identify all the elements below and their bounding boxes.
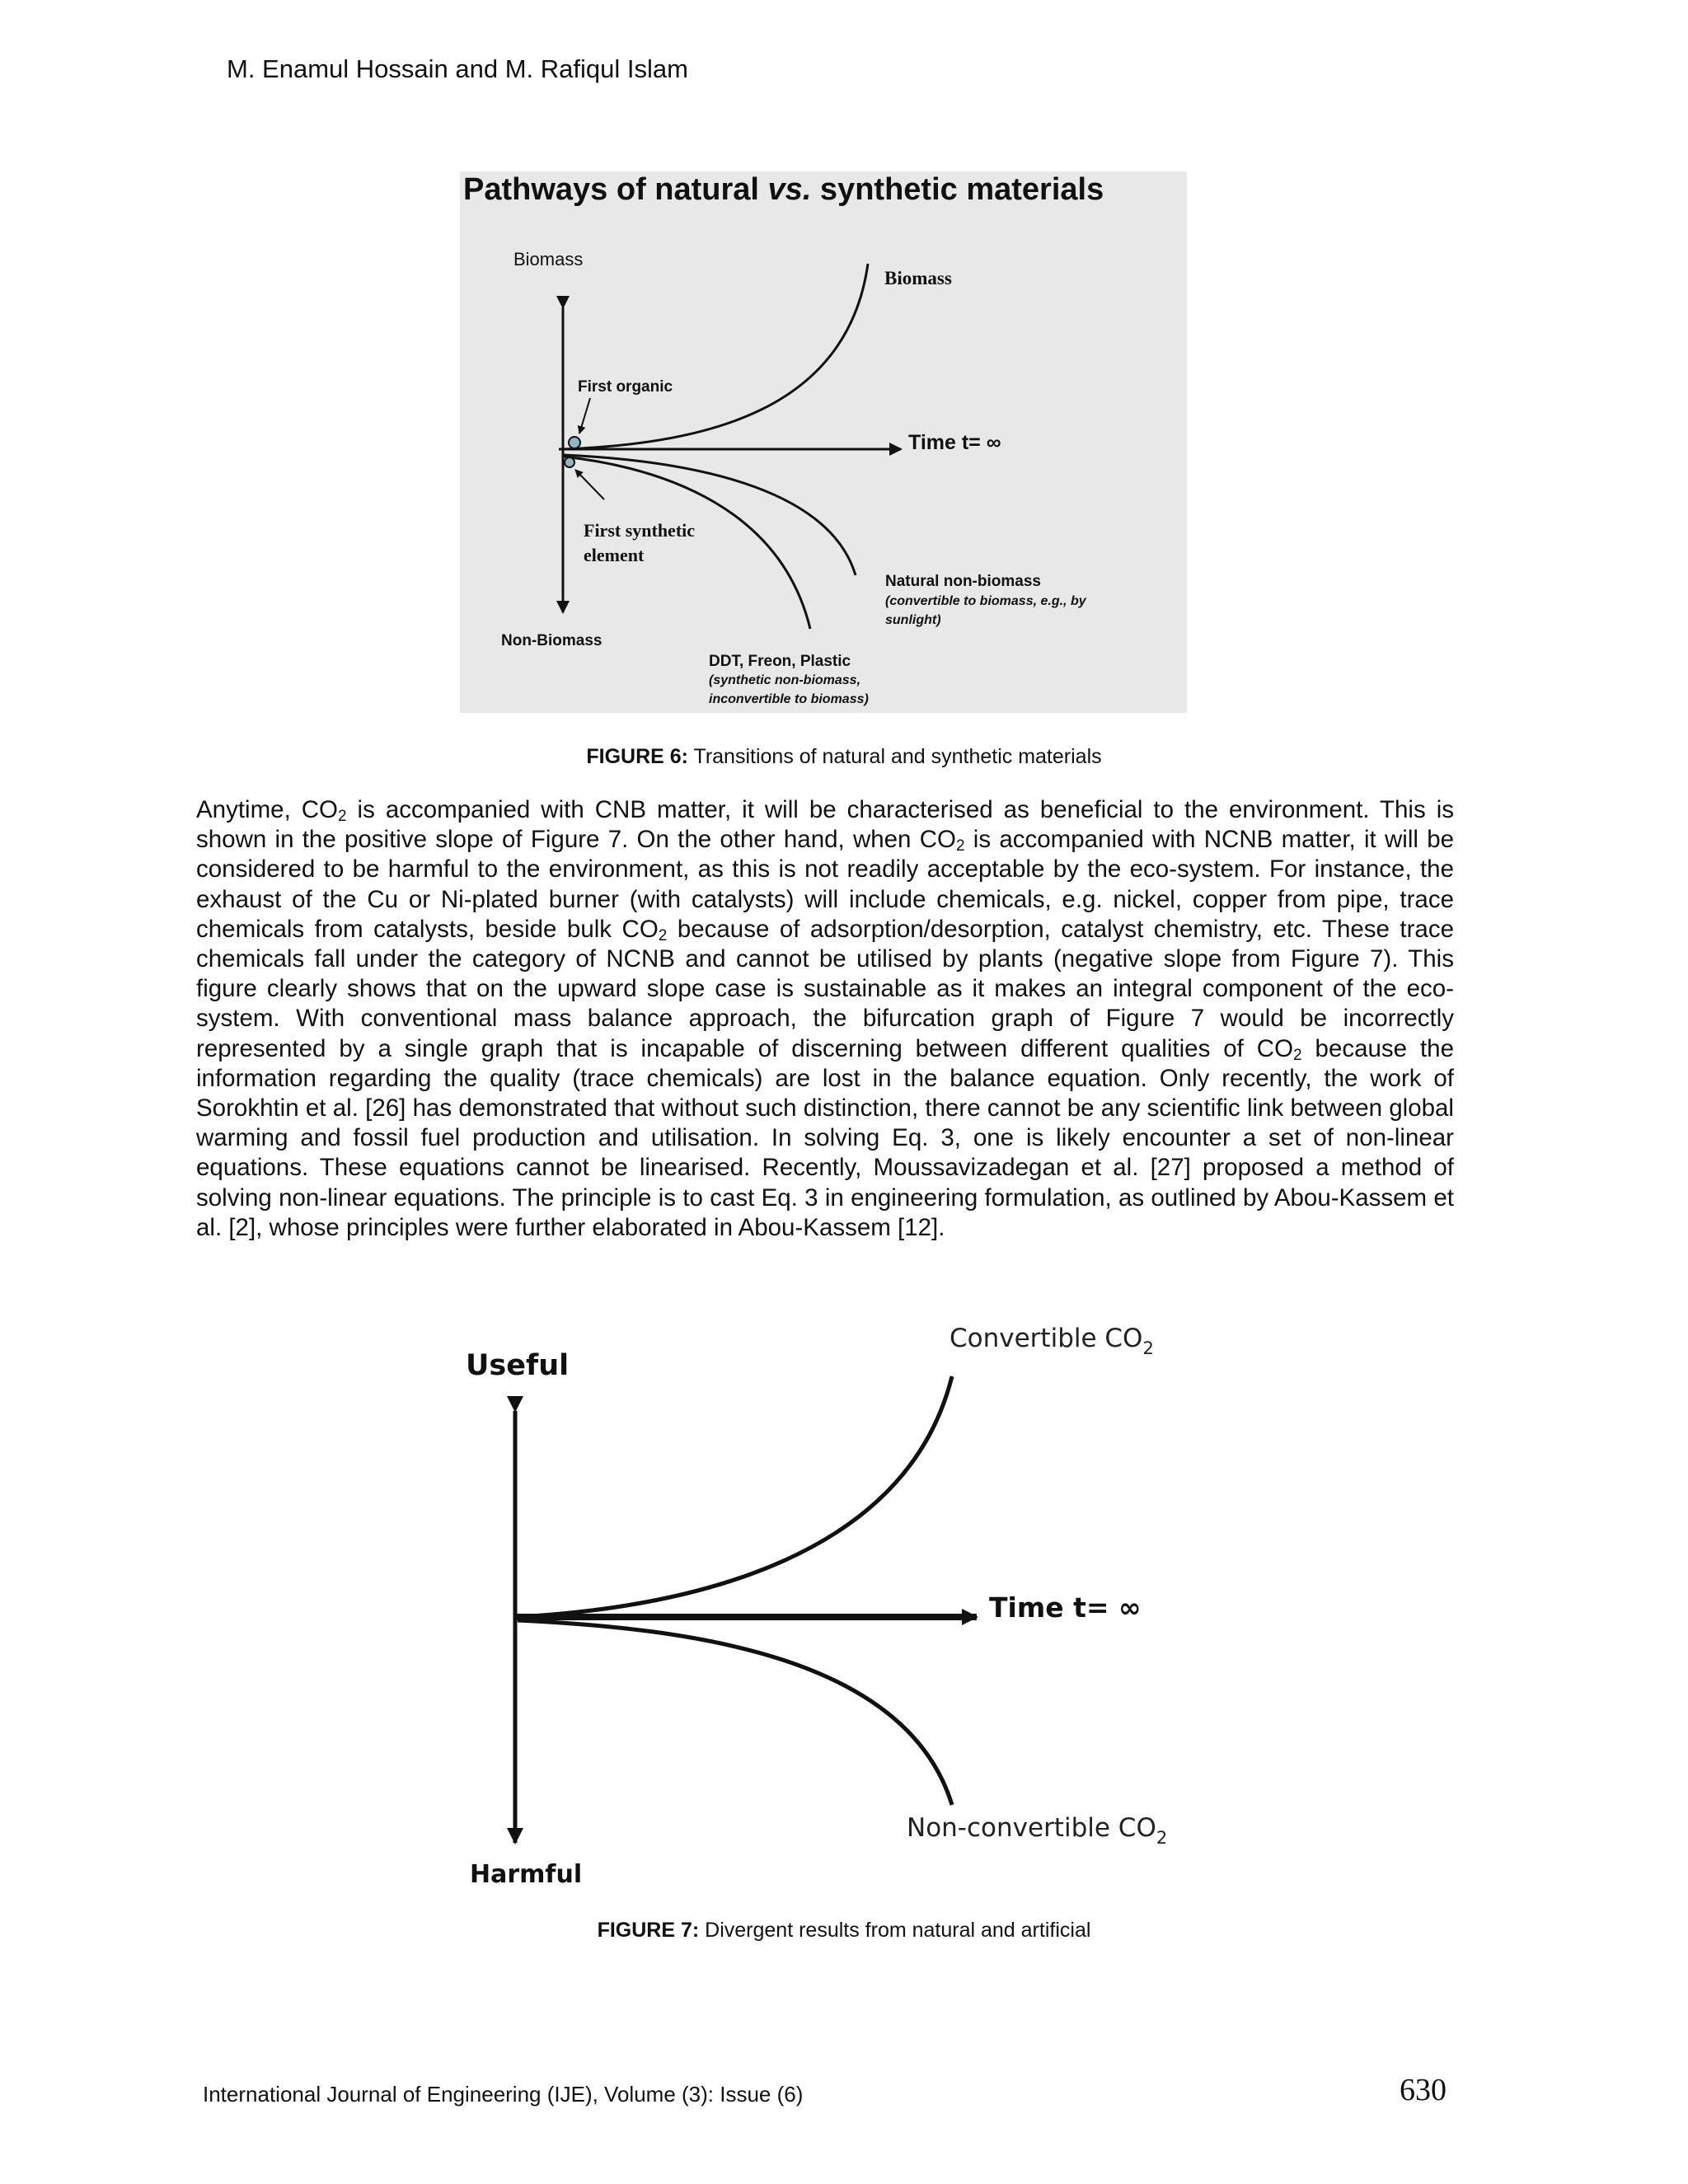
- useful-label: Useful: [466, 1349, 570, 1382]
- natural-non-biomass-label-3: sunlight): [885, 613, 941, 627]
- convertible-co2-label: Convertible $CO_2$: [950, 1324, 1154, 1358]
- biomass-curve: [564, 264, 868, 449]
- figure-7-caption: FIGURE 7: Divergent results from natural and artificial: [597, 1919, 1091, 1942]
- first-synthetic-label-2: element: [584, 545, 645, 565]
- body-paragraph: Anytime, $CO_2$ is accompanied with CNB matter, it will be characterised as beneficial to the environment. This is shown in the positive slope of Figure 7. On the other hand, when $CO_2$ is accompanied with NCNB matter, it will be considered to be harmful to the environment, as this is not readily acceptable by the eco-system. For instance, the exhaust of the Cu or Ni-plated burner (with catalysts) will include chemicals, e.g. nickel, copper from pipe, trace chemicals from catalysts, beside bulk $CO_2$ because of adsorption/desorption, catalyst chemistry, etc. These trace chemicals fall under the category of NCNB and cannot be utilised by plants (negative slope from Figure 7). This figure clearly shows that on the upward slope case is sustainable as it makes an integral component of the eco-system. With conventional mass balance approach, the bifurcation graph of Figure 7 would be incorrectly represented by a single graph that is incapable of discerning between different qualities of $CO_2$ because the information regarding the quality (trace chemicals) are lost in the balance equation. Only recently, the work of Sorokhtin et al. [26] has demonstrated that without such distinction, there cannot be any scientific link between global warming and fossil fuel production and utilisation. In solving Eq. 3, one is likely encounter a set of non-linear equations. These equations cannot be linearised. Recently, Moussavizadegan et al. [27] proposed a method of solving non-linear equations. The principle is to cast Eq. 3 in engineering formulation, as outlined by Abou-Kassem et al. [2], whose principles were further elaborated in Abou-Kassem [12].: [196, 796, 1455, 1241]
- natural-non-biomass-label-1: Natural non-biomass: [885, 573, 1041, 590]
- first-organic-pointer: [579, 398, 590, 434]
- non-convertible-co2-label: Non-convertible $CO_2$: [907, 1813, 1168, 1848]
- figure-7: [445, 1310, 1220, 1887]
- ddt-label-3: inconvertible to biomass): [709, 692, 869, 706]
- running-header: M. Enamul Hossain and M. Rafiqul Islam: [227, 54, 688, 83]
- page-number: 630: [1400, 2073, 1447, 2107]
- first-synthetic-pointer: [575, 470, 604, 499]
- harmful-label: Harmful: [470, 1860, 583, 1887]
- convertible-co2-curve: [518, 1376, 952, 1617]
- synthetic-curve: [564, 457, 810, 629]
- ddt-label-2: (synthetic non-biomass,: [709, 673, 861, 687]
- y-bottom-label: Non-Biomass: [501, 632, 603, 649]
- y-top-label: Biomass: [513, 249, 584, 269]
- figure-6-title: Pathways of natural vs. synthetic materials: [463, 172, 1104, 207]
- ddt-label-1: DDT, Freon, Plastic: [709, 653, 851, 670]
- figure-6-caption: FIGURE 6: Transitions of natural and synthetic materials: [586, 745, 1102, 768]
- figure-6: [460, 171, 1187, 713]
- first-organic-marker: [569, 437, 580, 448]
- journal-footer: International Journal of Engineering (IJE), Volume (3): Issue (6): [203, 2082, 804, 2107]
- first-synthetic-marker: [565, 457, 574, 467]
- non-convertible-co2-curve: [518, 1620, 952, 1805]
- first-synthetic-label-1: First synthetic: [584, 520, 696, 541]
- natural-non-biomass-label-2: (convertible to biomass, e.g., by: [885, 594, 1086, 608]
- first-organic-label: First organic: [578, 378, 673, 396]
- time-label: Time t= ∞: [989, 1591, 1142, 1624]
- biomass-curve-label: Biomass: [884, 268, 952, 288]
- time-label: Time t= ∞: [908, 431, 1001, 454]
